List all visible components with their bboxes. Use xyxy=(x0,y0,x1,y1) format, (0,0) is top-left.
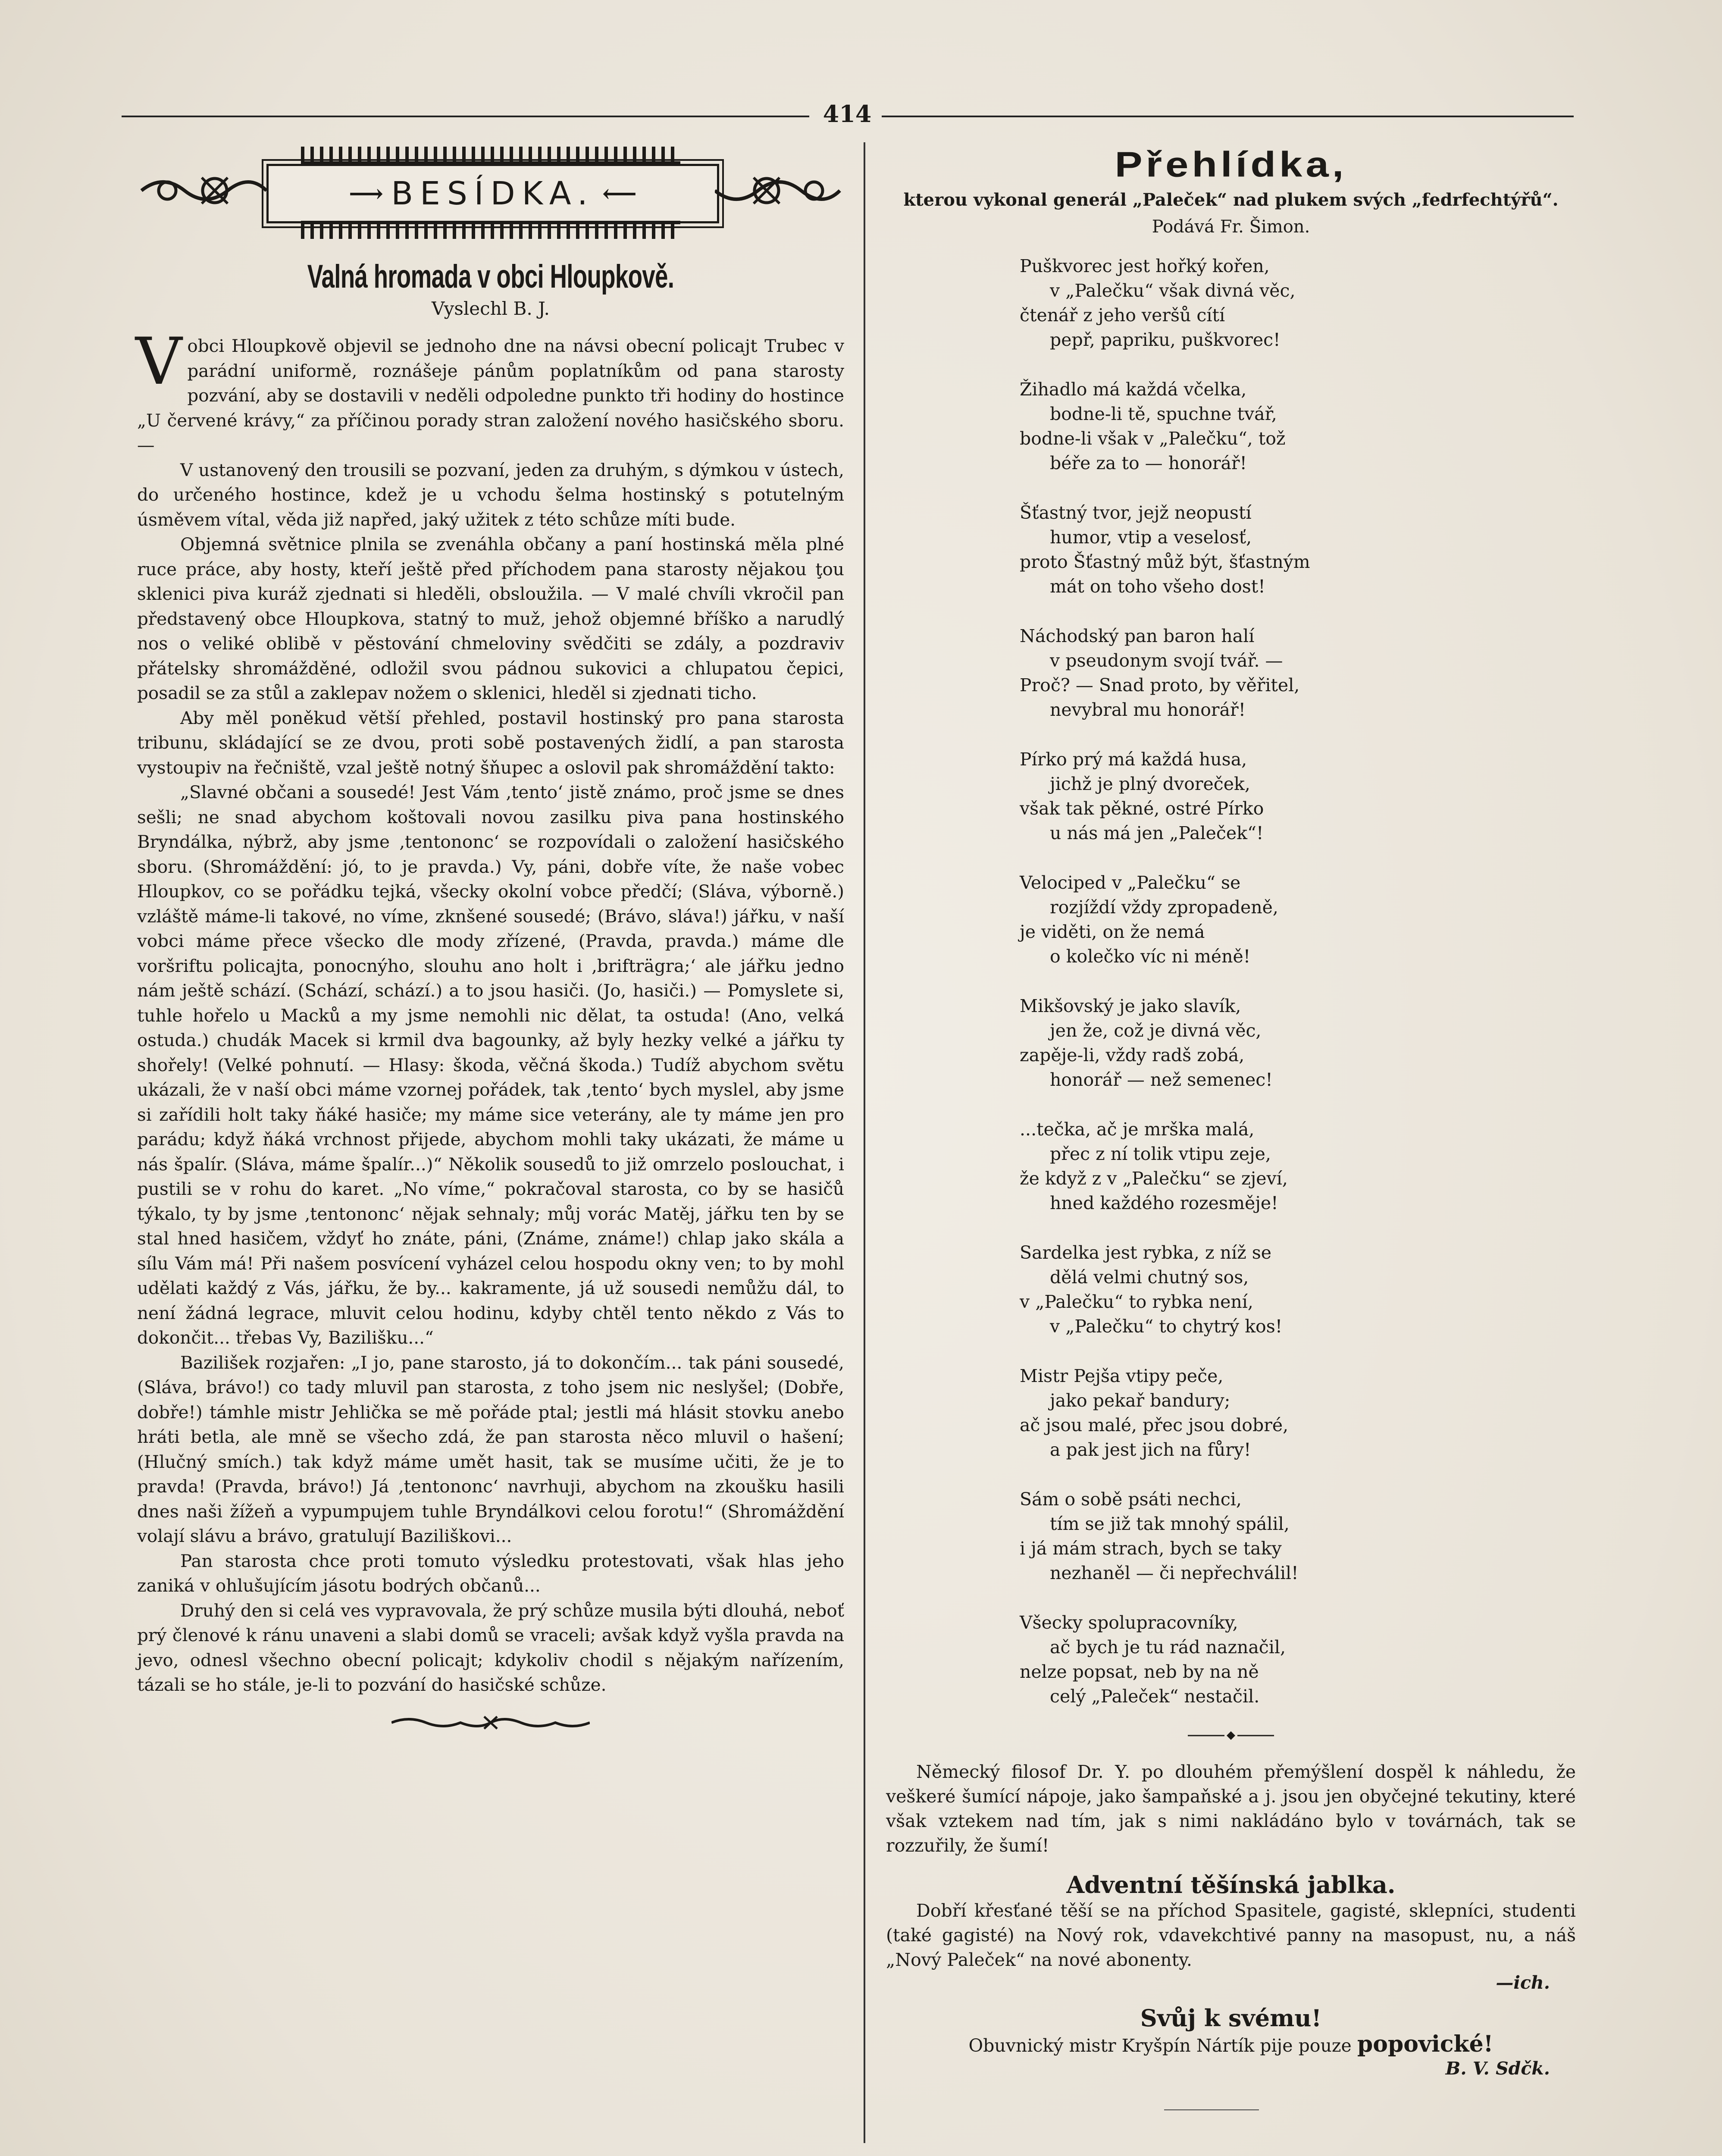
poem-verse: ač bych je tu rád naznačil, xyxy=(1050,1637,1286,1658)
poem-verse: Všecky spolupracovníky, xyxy=(1020,1612,1238,1633)
poem-stanza xyxy=(1020,994,1576,1092)
advent-signature: —ich. xyxy=(1496,1972,1550,1993)
banner-crest-ornament-top xyxy=(301,147,680,165)
poem-verse: nevybral mu honorář! xyxy=(1050,699,1246,720)
poem-verse: bodne-li však v „Palečku“, tož xyxy=(1020,428,1286,449)
article-paragraph: „Slavné občani a sousedé! Jest Vám ‚tento‘ jistě známo, proč jsme se dnes sešli; ne snad abychom koštovali novou zasilku piva pana hostinského Bryndálka, nýbrž, aby jsme ‚tentononc‘ se rozpovídali o založení hasičského sboru. (Shromáždění: jó, to je pravda.) Vy, páni, dobře víte, že naše vobec Hloupkov, co se pořádku tejká, všecky okolní vobce předčí; (Sláva, výborně.) vzláště máme-li takové, no víme, zknšené sousedé; (Brávo, sláva!) jářku, v naší vobci máme přece všecko dle mody zřízené, (Pravda, pravda.) máme dle voršriftu policajta, ponocnýho, slouhu ano holt i ‚brifträgra;‘ ale jářku jedno nám ještě schází. (Schází, schází.) a to jsou hasiči. (Jo, hasiči.) — Pomyslete si, tuhle hořelo u Macků a my jsme nemohli nic dělat, ta ostuda! (Ano, velká ostuda.) chudák Macek si krmil dva bagounky, až byly hezky velké a jářku ty shořely! (Velké pohnutí. — Hlasy: škoda, věčná škoda.) Tudíž abychom světu ukázali, že v naší obci máme vzornej pořádek, tak ‚tento‘ bych myslel, aby jsme si zařídili holt taky ňáké hasiče; my máme sice veterány, ale ty máme jen pro parádu; když ňáká vrchnost přijede, abychom mohli taky ukázati, že máme u nás špalír. (Sláva, máme špalír...)“ Několik sousedů to již omrzelo poslouchat, i pustili se v rohu do karet. „No víme,“ pokračoval starosta, co by se hasičů týkalo, ty by jsme ‚tentononc‘ nějak sehnaly; můj vorác Matěj, jářku ten by se stal hned hasičem, vždyť ho znáte, páni, (Známe, známe!) chlap jako skála a sílu Vám má! Při našem posvícení vyházel celou hospodu okny ven; to by mohl udělati každý z Vás, jářku, že by... kakramente, já už sousedi nemůžu dál, to není žádná legrace, mluvit celou hodinu, kdyby chtěl tento někdo z Vás to dokončit... třebas Vy, Bazilišku...“ xyxy=(137,782,844,1348)
poem-verse: zapěje-li, vždy radš zobá, xyxy=(1020,1045,1245,1065)
header-rule-right xyxy=(882,116,1574,117)
philosopher-anecdote: Německý filosof Dr. Y. po dlouhém přemýšlení dospěl k náhledu, že veškeré šumící nápoje, jako šampaňské a j. jsou jen obyčejné tekutiny, které však vztekem nad tím, jak s nimi nakládáno bylo v továrnách, tak se rozzuřily, že šumí! xyxy=(886,1761,1576,1856)
poem-stanza xyxy=(1020,1487,1576,1586)
article-paragraph: Aby měl poněkud větší přehled, postavil hostinský pro pana starosta tribunu, skládající se ze dvou, proti sobě postavených židlí, a pan starosta vystoupiv na řečniště, vzal ještě notný šňupec a oslovil pak shromáždění takto: xyxy=(137,707,844,778)
poem-separator xyxy=(886,1730,1576,1742)
poem-verse: ač jsou malé, přec jsou dobré, xyxy=(1020,1415,1289,1435)
poem-verse: Velociped v „Palečku“ se xyxy=(1020,872,1241,893)
poem-verse: nezhaněl — či nepřechválil! xyxy=(1050,1563,1299,1583)
poem-verse: Náchodský pan baron halí xyxy=(1020,626,1255,646)
poem-verse: honorář — než semenec! xyxy=(1050,1069,1273,1090)
poem-verse: přec z ní tolik vtipu zeje, xyxy=(1050,1144,1271,1164)
article-paragraph: Pan starosta chce proti tomuto výsledku protestovati, však hlas jeho zaniká v ohlušujícím jásotu bodrých občanů... xyxy=(137,1550,844,1596)
end-flourish-icon xyxy=(391,1714,590,1731)
banner-arrow-ornament-icon: ⟶ xyxy=(349,179,384,208)
poem-verse: celý „Paleček“ nestačil. xyxy=(1050,1686,1260,1707)
banner-arrow-ornament-icon: ⟵ xyxy=(602,179,637,208)
page-number: 414 xyxy=(823,100,872,128)
advent-text: Dobří křesťané těší se na příchod Spasitele, gagisté, sklepníci, studenti (také gagisté) na Nový rok, vdavekchtivé panny na masopust, nu, a náš „Nový Paleček“ na nové abonenty. xyxy=(886,1900,1576,1970)
poem-verse: že když z v „Palečku“ se zjeví, xyxy=(1020,1168,1288,1189)
prehlidka-column xyxy=(886,142,1576,2079)
poem-verse: jen že, což je divná věc, xyxy=(1050,1020,1262,1041)
besidka-column xyxy=(137,142,844,1733)
article-paragraph: Druhý den si celá ves vypravovala, že prý schůze musila býti dlouhá, neboť prý členové k ránu unaveni a slabi domů se vraceli; avšak když vyšla pravda na jevo, odnesl všechno obecní policajt; kdykoliv chodil s nějakým nařízením, tázali se ho stále, je-li to pozvání do hasičské schůze. xyxy=(137,1600,844,1695)
article-paragraph: Bazilišek rozjařen: „I jo, pane starosto, já to dokončím... tak páni sousedé, (Sláva, brávo!) co tady mluvil pan starosta, z toho jsem nic neslyšel; (Dobře, dobře!) támhle mistr Jehlička se mě pořáde ptal; jestli má hlásit stovku anebo hráti betla, ale mně se všecho zdá, že pan starosta něco mluvil o hašení; (Hlučný smích.) tak když máme umět hasit, tak se musíme učiti, že je to pravda! (Pravda, brávo!) Já ‚tentononc‘ navrhuji, abychom na zkoušku hasili dnes naši žížeň a vypumpujem tuhle Bryndálkovi celou forotu!“ (Shromáždění volají slávu a brávo, gratulují Baziliškovi... xyxy=(137,1352,844,1546)
poem-verse: v „Palečku“ to rybka není, xyxy=(1020,1291,1253,1312)
poem-stanza xyxy=(1020,1117,1576,1216)
advent-heading: Adventní těšínská jablka. xyxy=(1066,1871,1396,1899)
separator-diamond-icon xyxy=(1188,1730,1274,1741)
poem-stanza xyxy=(1020,624,1576,722)
svuj-signature: B. V. Sdčk. xyxy=(1445,2058,1550,2079)
poem-verse: ...tečka, ač je mrška malá, xyxy=(1020,1119,1255,1140)
poem-verse: rozjíždí vždy zpropadeně, xyxy=(1050,897,1278,918)
footer-short-rule xyxy=(1164,2109,1259,2110)
poem-verse: jichž je plný dvoreček, xyxy=(1050,774,1250,794)
article-title: Valná hromada v obci Hloupkově. xyxy=(307,258,674,295)
poem-verse: mát on toho všeho dost! xyxy=(1050,576,1265,597)
poem-verse: Puškvorec jest hořký kořen, xyxy=(1020,256,1270,276)
poem-stanza xyxy=(1020,747,1576,846)
poem-verse: Proč? — Snad proto, by věřitel, xyxy=(1020,675,1300,696)
poem-verse: v pseudonym svojí tvář. — xyxy=(1050,650,1283,671)
header-rule-left xyxy=(122,116,809,117)
poem-verse: Mikšovský je jako slavík, xyxy=(1020,996,1241,1016)
poem-verse: Pírko prý má každá husa, xyxy=(1020,749,1247,770)
scroll-ornament-right-icon xyxy=(715,169,844,212)
poem-verse: a pak jest jich na fůry! xyxy=(1050,1439,1251,1460)
poem-verse: humor, vtip a veselosť, xyxy=(1050,527,1252,548)
poem-stanza xyxy=(1020,1364,1576,1462)
poem-verse: v „Palečku“ však divná věc, xyxy=(1050,280,1296,301)
poem-verse: proto Šťastný můž být, šťastným xyxy=(1020,552,1310,572)
poem-stanza xyxy=(1020,377,1576,476)
banner-title-box xyxy=(266,164,719,223)
banner-title: BESÍDKA. xyxy=(391,175,595,212)
poem-verse: čtenář z jeho veršů cítí xyxy=(1020,305,1225,326)
poem-stanza xyxy=(1020,1611,1576,1709)
poem-stanza xyxy=(1020,1241,1576,1339)
banner-crest-ornament-bottom xyxy=(301,221,680,239)
prehlidka-author: Podává Fr. Šimon. xyxy=(1152,217,1310,237)
end-ornament xyxy=(137,1714,844,1733)
poem-verse: Mistr Pejša vtipy peče, xyxy=(1020,1366,1224,1386)
svuj-emphasis: popovické! xyxy=(1357,2031,1493,2057)
poem-verse: v „Palečku“ to chytrý kos! xyxy=(1050,1316,1283,1337)
poem-verse: však tak pěkné, ostré Pírko xyxy=(1020,798,1264,819)
prehlidka-subtitle: kterou vykonal generál „Paleček“ nad plukem svých „fedrfechtýřů“. xyxy=(903,190,1559,210)
poem-verse: Šťastný tvor, jejž neopustí xyxy=(1020,502,1252,523)
poem-verse: hned každého rozesměje! xyxy=(1050,1193,1278,1213)
scroll-ornament-left-icon xyxy=(137,169,266,212)
poem-stanza xyxy=(1020,501,1576,599)
poem-verse: o kolečko víc ni méně! xyxy=(1050,946,1251,967)
poem-verse: dělá velmi chutný sos, xyxy=(1050,1267,1249,1288)
poem-verse: béře za to — honorář! xyxy=(1050,453,1247,473)
svuj-heading: Svůj k svému! xyxy=(1140,2004,1322,2032)
poem xyxy=(1020,254,1576,1709)
poem-verse: nelze popsat, neb by na ně xyxy=(1020,1661,1259,1682)
poem-verse: tím se již tak mnohý spálil, xyxy=(1050,1514,1290,1534)
poem-stanza xyxy=(1020,871,1576,969)
svuj-text: Obuvnický mistr Kryšpín Nártík pije pouze popovické! xyxy=(968,2031,1493,2057)
poem-verse: je viděti, on že nemá xyxy=(1020,921,1205,942)
article-byline: Vyslechl B. J. xyxy=(431,298,550,319)
article-paragraph: Vobci Hloupkově objevil se jednoho dne na návsi obecní policajt Trubec v parádní uniformě, roznášeje pánům poplatníkům od pana starosty pozvání, aby se dostavili v neděli odpoledne punkto tři hodiny do hostince „U červené krávy,“ za příčinou porady stran založení nového hasičského sboru. — xyxy=(135,324,844,455)
poem-verse: Žihadlo má každá včelka, xyxy=(1020,379,1247,400)
poem-verse: Sám o sobě psáti nechci, xyxy=(1020,1489,1242,1510)
drop-cap-letter: V xyxy=(135,324,182,399)
poem-verse: u nás má jen „Paleček“! xyxy=(1050,823,1264,843)
poem-verse: bodne-li tě, spuchne tvář, xyxy=(1050,404,1277,424)
besidka-banner xyxy=(137,142,844,241)
poem-verse: pepř, papriku, puškvorec! xyxy=(1050,329,1281,350)
poem-verse: i já mám strach, bych se taky xyxy=(1020,1538,1282,1559)
article-body xyxy=(135,324,844,1698)
article-paragraph: Objemná světnice plnila se zvenáhla občany a paní hostinská měla plné ruce práce, aby hosty, kteří ještě před příchodem pana starosty nějakou ţou sklenici piva kuráž zjednati si hleděli, obsloužila. — V malé chvíli vkročil pan představený obce Hloupkova, statný to muž, jehož objemné bříško a narudlý nos o veliké oblibě v pěstování chmeloviny svědčiti se zdály, a pozdraviv přátelsky shromážděné, odložil svou pádnou sukovici a chlupatou čepici, posadil se za stůl a zaklepav nožem o sklenici, hleděl si zjednati ticho. xyxy=(137,534,844,703)
column-divider xyxy=(864,142,865,2143)
poem-verse: jako pekař bandury; xyxy=(1050,1390,1230,1411)
poem-stanza xyxy=(1020,254,1576,352)
prehlidka-title: Přehlídka, xyxy=(1115,144,1347,185)
poem-verse: Sardelka jest rybka, z níž se xyxy=(1020,1242,1272,1263)
article-paragraph: V ustanovený den trousili se pozvaní, jeden za druhým, s dýmkou v ústech, do určeného hostince, kdež je u vchodu šelma hostinský s potutelným úsměvem vítal, věda již napřed, jaký užitek z této schůze míti bude. xyxy=(137,459,844,530)
